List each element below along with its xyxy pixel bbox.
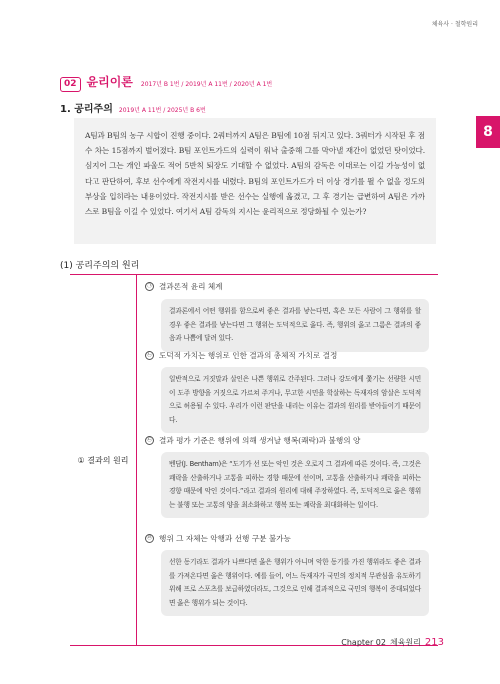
principle-table	[70, 274, 438, 646]
case-box: A팀과 B팀의 농구 시합이 진행 중이다. 2쿼터까지 A팀은 B팀에 10점 뒤지고 있다. 3쿼터가 시작된 후 점수 차는 15점까지 벌어졌다. B팀 포인트가드의 실력이 워낙 출중해 그를 막아낼 재간이 없었던 탓이었다. 심지어 그는 개인 파울도 적어 5반칙 퇴장도 기대할 수 없었다. A팀의 감독은 이대로는 이길 가능성이 없다고 판단하여, 후보 선수에게 작전지시를 내렸다. B팀의 포인트가드가 더 이상 경기를 뛸 수 없을 정도의 부상을 입히라는 내용이었다. 작전지시를 받은 선수는 실행에 옮겼고, 그 후 경기는 급변하여 A팀은 가까스로 B팀을 이길 수 있었다. 여기서 A팀 감독의 지시는 윤리적으로 정당화될 수 있는가?	[74, 118, 436, 244]
chapter-tab: 8	[476, 116, 500, 148]
item-heading-text: 행위 그 자체는 악행과 선행 구분 불가능	[159, 534, 291, 543]
item-box: 선한 동기라도 결과가 나쁘다면 옳은 행위가 아니며 악한 동기를 가진 행위라도 좋은 결과를 가져온다면 옳은 행위이다. 예를 들어, 어느 독재자가 국민의 정치적 무관심을 유도하기 위해 프로 스포츠를 보급하였더라도, 그것으로 인해 결과적으로 국민의 행복이 증대되었다면 옳은 행위가 되는 것이다.	[161, 550, 429, 616]
item-heading-text: 결과 평가 기준은 행위에 의해 생겨날 행복(쾌락)과 불행의 양	[159, 436, 361, 445]
item-marker: ㉡	[145, 351, 154, 360]
item-heading-text: 도덕적 가치는 행위로 인한 결과의 총체적 가치로 결정	[159, 351, 338, 360]
page-number: 213	[424, 637, 444, 648]
section-badge: 02	[60, 77, 81, 92]
subsection-refs: 2019년 A 11번 / 2025년 B 6번	[118, 107, 206, 114]
principle-label: ① 결과의 원리	[77, 455, 129, 465]
item-heading	[145, 350, 337, 361]
subsection-title: 1. 공리주의	[60, 104, 113, 115]
item-marker: ㉣	[145, 534, 154, 543]
running-title: 체육사 · 철학원리	[431, 21, 478, 28]
section-heading	[60, 73, 272, 92]
subsection-heading	[60, 100, 206, 115]
principle-items	[137, 275, 438, 645]
item-heading-text: 결과론적 윤리 체계	[159, 282, 223, 291]
item-heading	[145, 281, 223, 292]
footer-chapter-title: 체육원리	[389, 638, 421, 647]
footer-chapter: Chapter 02	[341, 638, 386, 647]
section-refs: 2017년 B 1번 / 2019년 A 11번 / 2020년 A 1번	[140, 81, 273, 88]
page-footer	[341, 637, 444, 648]
item-marker: ㉠	[145, 282, 154, 291]
item-heading	[145, 435, 360, 446]
item-box: 벤담(J. Bentham)은 “도기가 선 또는 악인 것은 오로지 그 결과에 따른 것이다. 즉, 그것은 쾌락을 산출하거나 고통을 피하는 경향 때문에 선이며, 고통을 산출하거나 쾌락을 피하는 경향 때문에 악인 것이다.”라고 결과의 원리에 대해 주장하였다. 즉, 도덕적으로 옳은 행위는 불행 또는 고통의 양을 최소화하고 행복 또는 쾌락을 최대화하는 일이다.	[161, 452, 429, 518]
item-marker: ㉢	[145, 436, 154, 445]
item-heading	[145, 533, 291, 544]
section-title: 윤리이론	[86, 75, 133, 89]
item-box: 일반적으로 거짓말과 살인은 나쁜 행위로 간주된다. 그러나 강도에게 쫓기는 선량한 시민이 도주 방향을 거짓으로 가르쳐 주거나, 무고한 시민을 학살하는 독재자의 암살은 도덕적으로 허용될 수 있다. 우리가 이런 판단을 내리는 이유는 결과의 원리를 받아들이기 때문이다.	[161, 367, 429, 433]
item-box: 결과론에서 어떤 행위를 함으로써 좋은 결과를 낳는다면, 혹은 모든 사람이 그 행위를 할 경우 좋은 결과를 낳는다면 그 행위는 도덕적으로 옳다. 즉, 행위의 옳고 그름은 결과의 좋음과 나쁨에 달려 있다.	[161, 299, 429, 352]
part-heading: (1) 공리주의의 원리	[60, 261, 140, 271]
